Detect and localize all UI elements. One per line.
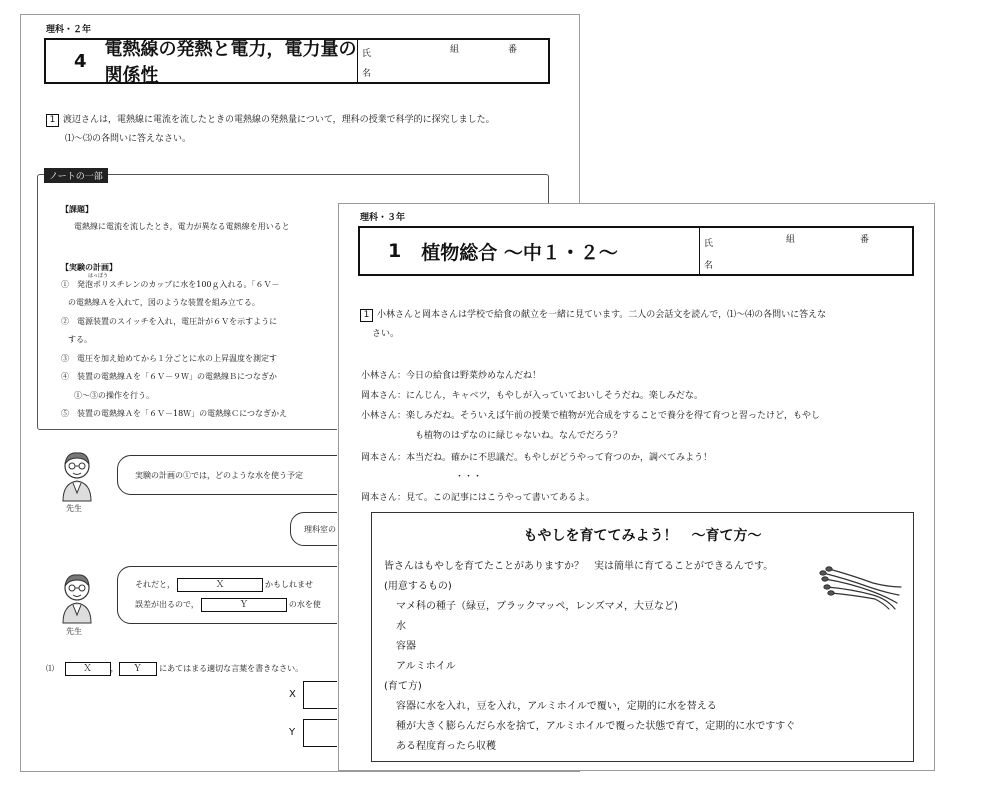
- blank-x: Ｘ: [177, 578, 263, 592]
- article-line: 皆さんはもやしを育てたことがありますか？ 実は簡単に育てることができるんです。: [384, 561, 774, 572]
- answer-y-label: Y: [289, 727, 296, 738]
- name-label-mei: 名: [362, 69, 372, 79]
- article-line: 水: [396, 621, 406, 632]
- plan-line: ② 電源装置のスイッチを入れ，電圧計が６Ｖを示すように: [61, 317, 278, 326]
- class-label: 組: [450, 45, 460, 55]
- answer-x-field[interactable]: [303, 681, 343, 709]
- sub-question-text: にあてはまる適切な言葉を書きなさい。: [159, 664, 304, 673]
- plan-line: の電熱線Ａを入れて，図のような装置を組み立てる。: [68, 298, 260, 307]
- question-intro: [360, 307, 826, 322]
- title-text: 電熱線の発熱と電力，電力量の関係性: [104, 39, 357, 86]
- subject-label: 理科・２年: [46, 25, 92, 35]
- intro-line: ⑴〜⑶の各問いに答えなさい。: [65, 134, 192, 144]
- teacher-illustration: [57, 447, 97, 503]
- blank-y: Ｙ: [201, 598, 287, 612]
- article-line: 種が大きく膨らんだら水を捨て，アルミホイルで覆った状態で育て，定期的に水ですすぐ: [396, 721, 796, 732]
- ellipsis: ・・・: [455, 472, 483, 482]
- class-label: 組: [786, 235, 796, 245]
- plan-line: ④ 装置の電熱線Ａを「６Ｖ－９Ｗ」の電熱線Ｂにつなぎか: [61, 372, 277, 381]
- task-text: 電熱線に電流を流したとき，電力が異なる電熱線を用いると: [74, 222, 290, 231]
- article-line: (育て方): [384, 681, 422, 692]
- teacher-label: 先生: [66, 504, 82, 513]
- plan-line: ①〜③の操作を行う。: [74, 391, 154, 400]
- blank-y: Ｙ: [119, 662, 157, 676]
- plan-line: ③ 電圧を加え始めてから１分ごとに水の上昇温度を測定す: [61, 354, 277, 363]
- plan-line: する。: [68, 335, 92, 344]
- speech-text: それだと，: [135, 580, 175, 589]
- separator: ，: [110, 664, 119, 673]
- page-title: [360, 228, 699, 274]
- dialogue-line: 小林さん：楽しみだね。そういえば午前の授業で植物が光合成をすることで養分を得て育つと習ったけど，もやし: [361, 411, 821, 421]
- dialogue-line: 小林さん：今日の給食は野菜炒めなんだね！: [361, 371, 542, 381]
- article-line: (用意するもの): [384, 581, 452, 592]
- ruby-text: はっぽう: [88, 273, 109, 279]
- question-number: 1: [360, 309, 373, 322]
- answer-x-label: X: [289, 689, 296, 700]
- title-box: [358, 226, 914, 276]
- notebook-label: ノートの一部: [44, 168, 108, 183]
- subject-label: 理科・３年: [360, 213, 406, 223]
- blank-x: Ｘ: [65, 662, 111, 676]
- number-label: 番: [508, 45, 518, 55]
- question-intro: [46, 112, 495, 127]
- article-box: [371, 512, 914, 762]
- title-text: 植物総合 ～中１・２～: [421, 241, 618, 264]
- sub-question-1: [46, 662, 303, 676]
- sub-question-number: ⑴: [46, 664, 54, 673]
- speech-text: 理科室の: [304, 525, 336, 534]
- question-number: 1: [46, 114, 59, 127]
- article-title: もやしを育ててみよう！ ～育て方～: [523, 528, 762, 544]
- name-label-mei: 名: [704, 261, 714, 271]
- intro-line: さい。: [372, 329, 400, 339]
- plan-heading: 【実験の計画】: [61, 262, 117, 272]
- page-title: [46, 39, 357, 86]
- speech-text: かもしれませ: [265, 580, 313, 589]
- name-field[interactable]: [699, 228, 912, 274]
- speech-text: 実験の計画の①では，どのような水を使う予定: [135, 471, 303, 480]
- task-heading: 【課題】: [61, 204, 93, 214]
- speech-text: 誤差が出るので，: [135, 600, 199, 609]
- article-line: ある程度育ったら収穫: [396, 741, 496, 752]
- name-label-shi: 氏: [704, 239, 714, 249]
- dialogue-line: 岡本さん：本当だね。確かに不思議だ。もやしがどうやって育つのか，調べてみよう！: [361, 453, 713, 463]
- title-box: [44, 38, 550, 84]
- article-line: アルミホイル: [396, 661, 456, 672]
- dialogue-line: 岡本さん：見て。この記事にはこうやって書いてあるよ。: [361, 493, 595, 503]
- title-number: 4: [74, 50, 87, 72]
- speech-text: の水を使: [288, 600, 321, 609]
- plan-line: ⑤ 装置の電熱線Ａを「６Ｖ－18Ｗ」の電熱線Ｃにつなぎかえ: [61, 409, 288, 418]
- teacher-label: 先生: [66, 627, 82, 636]
- speech-line: [135, 598, 321, 612]
- name-field[interactable]: [357, 40, 548, 82]
- name-label-shi: 氏: [362, 49, 372, 59]
- intro-line: 小林さんと岡本さんは学校で給食の献立を一緒に見ています。二人の会話文を読んで，⑴〜⑷の各問いに答えな: [377, 310, 827, 320]
- dialogue-line: も植物のはずなのに緑じゃないね。なんでだろう？: [415, 431, 623, 441]
- article-line: 容器: [396, 641, 416, 652]
- bean-sprout-illustration: [817, 561, 903, 613]
- speech-line: [135, 578, 313, 592]
- article-line: マメ科の種子（緑豆，ブラックマッペ，レンズマメ，大豆など): [396, 601, 678, 612]
- dialogue-line: 岡本さん：にんじん，キャベツ，もやしが入っていておいしそうだね。楽しみだな。: [361, 391, 703, 401]
- number-label: 番: [860, 235, 870, 245]
- intro-line: 渡辺さんは，電熱線に電流を流したときの電熱線の発熱量について，理科の授業で科学的に探究しました。: [63, 115, 495, 125]
- article-line: 容器に水を入れ，豆を入れ，アルミホイルで覆い，定期的に水を替える: [396, 701, 717, 712]
- teacher-illustration: [57, 569, 97, 625]
- plan-line: ① 発泡ポリスチレンのカップに水を100ｇ入れる。「６Ｖ－: [61, 280, 280, 289]
- title-number: 1: [388, 240, 402, 262]
- answer-y-field[interactable]: [303, 719, 343, 747]
